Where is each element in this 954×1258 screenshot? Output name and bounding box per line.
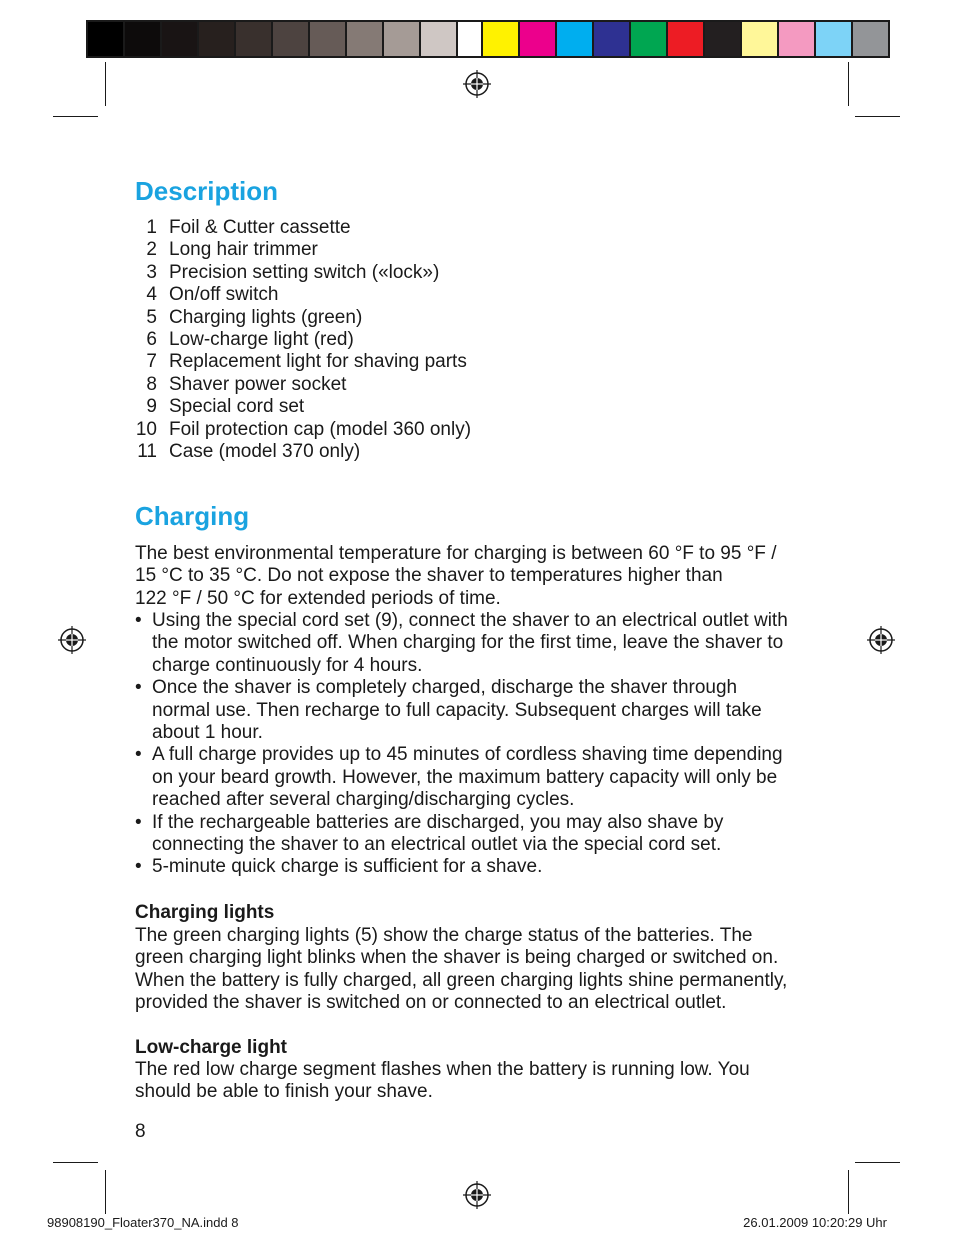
color-swatch bbox=[631, 20, 668, 58]
item-number: 11 bbox=[137, 441, 157, 463]
color-swatch bbox=[310, 20, 347, 58]
charging-intro bbox=[135, 543, 825, 610]
charging-lights-heading: Charging lights bbox=[135, 902, 275, 923]
list-item bbox=[134, 307, 471, 329]
color-swatch bbox=[520, 20, 557, 58]
text-line: the motor switched off. When charging for the first time, leave the shaver to bbox=[152, 632, 784, 654]
crop-mark bbox=[848, 62, 849, 106]
color-swatch bbox=[273, 20, 310, 58]
bullet-item bbox=[135, 610, 825, 677]
text-line: normal use. Then recharge to full capacity. Subsequent charges will take bbox=[152, 699, 762, 721]
text-line: about 1 hour. bbox=[152, 722, 263, 744]
text-line: The best environmental temperature for charging is between 60 °F to 95 °F / bbox=[135, 543, 777, 564]
text-line: • 5-minute quick charge is sufficient for a shave. bbox=[152, 856, 543, 878]
crop-mark bbox=[848, 1170, 849, 1214]
list-item bbox=[134, 329, 471, 351]
text-line: • If the rechargeable batteries are discharged, you may also shave by bbox=[152, 811, 724, 833]
list-item bbox=[134, 396, 471, 418]
color-swatch bbox=[347, 20, 384, 58]
color-swatch bbox=[742, 20, 779, 58]
color-swatch bbox=[199, 20, 236, 58]
color-swatch bbox=[816, 20, 853, 58]
crop-mark bbox=[53, 116, 98, 117]
item-label: Low-charge light (red) bbox=[169, 329, 354, 351]
low-charge-light-heading: Low-charge light bbox=[135, 1037, 287, 1058]
item-number: 1 bbox=[146, 217, 157, 238]
item-number: 8 bbox=[146, 373, 157, 395]
charging-heading: Charging bbox=[135, 501, 250, 531]
item-label: Replacement light for shaving parts bbox=[169, 351, 467, 373]
item-number: 7 bbox=[146, 351, 157, 373]
item-label: Long hair trimmer bbox=[169, 239, 318, 261]
crop-mark bbox=[105, 62, 106, 106]
color-swatch bbox=[779, 20, 816, 58]
text-line: green charging light blinks when the shaver is being charged or switched on. bbox=[135, 947, 779, 969]
color-swatch bbox=[125, 20, 162, 58]
list-item bbox=[134, 217, 471, 239]
registration-mark-icon bbox=[463, 70, 491, 98]
color-swatch bbox=[421, 20, 458, 58]
parts-list bbox=[134, 217, 471, 463]
item-number: 2 bbox=[146, 239, 157, 261]
color-swatch bbox=[594, 20, 631, 58]
item-number: 10 bbox=[135, 418, 157, 440]
bullet-item bbox=[135, 812, 825, 857]
list-item bbox=[134, 441, 471, 463]
text-line: • Once the shaver is completely charged, discharge the shaver through bbox=[152, 677, 738, 699]
bullet-item bbox=[135, 677, 825, 744]
text-line: on your beard growth. However, the maximum battery capacity will only be bbox=[152, 766, 778, 788]
item-label: Shaver power socket bbox=[169, 373, 347, 395]
text-line: charge continuously for 4 hours. bbox=[152, 654, 423, 676]
item-label: Precision setting switch («lock») bbox=[169, 261, 440, 283]
text-line: connecting the shaver to an electrical outlet via the special cord set. bbox=[152, 834, 722, 856]
print-color-bar-process bbox=[481, 20, 890, 58]
bullet-item bbox=[135, 856, 825, 878]
crop-mark bbox=[855, 1162, 900, 1163]
text-line: provided the shaver is switched on or connected to an electrical outlet. bbox=[135, 992, 727, 1014]
color-swatch bbox=[384, 20, 421, 58]
slug-timestamp: 26.01.2009 10:20:29 Uhr bbox=[743, 1215, 887, 1230]
text-line: When the battery is fully charged, all green charging lights shine permanently, bbox=[135, 969, 788, 991]
item-number: 9 bbox=[146, 396, 157, 418]
registration-mark-icon bbox=[867, 626, 895, 654]
text-line: should be able to finish your shave. bbox=[135, 1081, 433, 1103]
crop-mark bbox=[53, 1162, 98, 1163]
item-number: 3 bbox=[146, 261, 157, 283]
description-heading: Description bbox=[135, 176, 279, 206]
color-swatch bbox=[853, 20, 890, 58]
crop-mark bbox=[855, 116, 900, 117]
charging-lights-text bbox=[135, 925, 787, 1015]
bullet-item bbox=[135, 744, 825, 811]
color-swatch bbox=[86, 20, 125, 58]
item-label: Charging lights (green) bbox=[169, 306, 363, 328]
text-line: 15 °C to 35 °C. Do not expose the shaver to temperatures higher than bbox=[135, 565, 723, 587]
color-swatch bbox=[557, 20, 594, 58]
slug-filename: 98908190_Floater370_NA.indd 8 bbox=[47, 1215, 239, 1230]
print-color-bar-grayscale bbox=[86, 20, 495, 58]
text-line: 122 °F / 50 °C for extended periods of time. bbox=[135, 587, 501, 609]
color-swatch bbox=[668, 20, 705, 58]
color-swatch bbox=[236, 20, 273, 58]
list-item bbox=[134, 262, 471, 284]
charging-bullets bbox=[135, 610, 825, 879]
list-item bbox=[134, 284, 471, 306]
item-label: On/off switch bbox=[169, 284, 279, 306]
list-item bbox=[134, 351, 471, 373]
text-line: The green charging lights (5) show the charge status of the batteries. The bbox=[135, 925, 753, 946]
text-line: • A full charge provides up to 45 minutes of cordless shaving time depending bbox=[152, 744, 783, 766]
item-label: Foil & Cutter cassette bbox=[169, 217, 351, 238]
color-swatch bbox=[481, 20, 520, 58]
registration-mark-icon bbox=[463, 1181, 491, 1209]
page-number: 8 bbox=[135, 1121, 146, 1142]
color-swatch bbox=[705, 20, 742, 58]
crop-mark bbox=[105, 1170, 106, 1214]
low-charge-light-text bbox=[135, 1059, 750, 1104]
text-line: • Using the special cord set (9), connect the shaver to an electrical outlet with bbox=[152, 610, 788, 631]
text-line: reached after several charging/discharging cycles. bbox=[152, 789, 575, 811]
list-item bbox=[134, 374, 471, 396]
list-item bbox=[134, 419, 471, 441]
item-number: 4 bbox=[146, 284, 157, 306]
list-item bbox=[134, 239, 471, 261]
item-label: Special cord set bbox=[169, 396, 305, 418]
text-line: The red low charge segment flashes when the battery is running low. You bbox=[135, 1059, 750, 1080]
item-label: Case (model 370 only) bbox=[169, 441, 361, 463]
item-label: Foil protection cap (model 360 only) bbox=[169, 418, 472, 440]
item-number: 5 bbox=[146, 306, 157, 328]
color-swatch bbox=[162, 20, 199, 58]
registration-mark-icon bbox=[58, 626, 86, 654]
item-number: 6 bbox=[146, 329, 157, 351]
